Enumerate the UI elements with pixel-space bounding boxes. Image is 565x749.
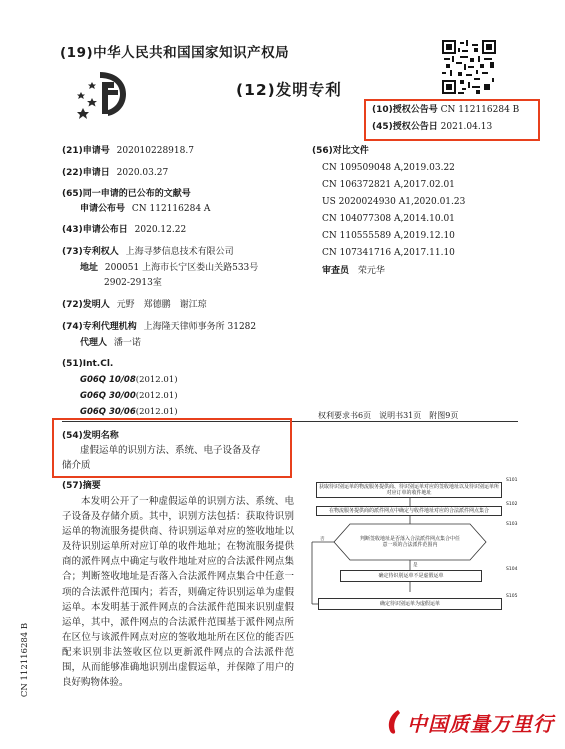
document-type-title: (12)发明专利 <box>236 81 342 99</box>
grant-date-label: (45)授权公告日 <box>372 122 438 132</box>
publication-number: CN 112116284 A <box>131 204 211 214</box>
citations-label: (56)对比文件 <box>312 146 369 156</box>
flowchart-decision <box>358 530 462 554</box>
address-line-2: 2902-2913室 <box>104 278 162 288</box>
ipc-label: (51)Int.Cl. <box>62 359 114 369</box>
agent-row <box>80 337 141 350</box>
flowchart-step-number: S102 <box>506 502 518 507</box>
watermark-logo <box>386 706 554 738</box>
application-number-row <box>62 145 194 158</box>
abstract-body <box>62 494 294 690</box>
ipc-year: (2012.01) <box>135 375 178 385</box>
citation-item: CN 109509048 A,2019.03.22 <box>322 163 455 173</box>
abstract-label: (57)摘要 <box>62 481 101 491</box>
examiner-label: 审查员 <box>322 266 350 276</box>
inventors-row <box>62 299 207 312</box>
grant-number: CN 112116284 B <box>440 105 520 115</box>
flowchart-step-text: 获取待识别运单的物流服务提供商、待识别运单对应的签收地址以及待识别运单所对应订单的收件地址 <box>319 484 500 496</box>
address-line-1: 200051 上海市长宁区娄山关路533号 <box>104 263 259 273</box>
filing-date-row <box>62 167 168 180</box>
agency-label: (74)专利代理机构 <box>62 322 137 332</box>
agent-label: 代理人 <box>80 338 108 348</box>
office-title: (19)中华人民共和国国家知识产权局 <box>60 45 290 61</box>
patentee-row <box>62 246 234 259</box>
patentee: 上海寻梦信息技术有限公司 <box>125 247 234 257</box>
invention-title-line-1: 虚假运单的识别方法、系统、电子设备及存 <box>80 445 261 456</box>
ipc-label-row <box>62 358 113 371</box>
flowchart-step-text: 确定待识别运单为虚假运单 <box>379 601 440 607</box>
citation-item: CN 107341716 A,2017.11.10 <box>322 248 455 258</box>
invention-title-label-row <box>62 430 119 443</box>
application-number-label: (21)申请号 <box>62 146 110 156</box>
side-publication-code: CN 112116284 B <box>20 622 30 698</box>
publication-date: 2020.12.22 <box>134 225 187 235</box>
citation-item: CN 106372821 A,2017.02.01 <box>322 180 455 190</box>
grant-date: 2021.04.13 <box>440 122 493 132</box>
flowchart-step <box>316 506 502 516</box>
flowchart-decision-text: 判断签收地址是否落入合法派件网点集合中任意一项的合法派件范围内 <box>359 536 460 548</box>
grant-number-row <box>372 104 519 117</box>
grant-number-label: (10)授权公告号 <box>372 105 438 115</box>
examiner: 荣元华 <box>357 266 385 276</box>
publication-date-row <box>62 224 186 237</box>
abstract-label-row <box>62 480 101 493</box>
flowchart-yes-label: 是 <box>413 563 418 568</box>
agent: 潘一诺 <box>113 338 141 348</box>
ipc-code: G06Q 30/00 <box>80 391 136 401</box>
citation-item: US 2020024930 A1,2020.01.23 <box>322 197 466 207</box>
invention-title-label: (54)发明名称 <box>62 431 119 441</box>
ipc-code: G06Q 30/06 <box>80 407 136 417</box>
flowchart-step-text: 确定待识别运单不是虚假运单 <box>378 573 444 579</box>
ipc-year: (2012.01) <box>135 391 178 401</box>
abstract-flowchart <box>300 476 530 626</box>
flowchart-step-text: 在物流服务提供商的派件网点中确定与收件地址对应的合法派件网点集合 <box>328 508 489 514</box>
invention-title-line-2: 储介质 <box>62 460 91 471</box>
page-counts: 权利要求书6页 说明书31页 附图9页 <box>318 411 459 420</box>
address-row <box>80 262 258 275</box>
abstract-text: 本发明公开了一种虚假运单的识别方法、系统、电子设备及存储介质。其中，识别方法包括：获取待识别运单的物流服务提供商、待识别运单对应的签收地址以及待识别运单所对应订单的收件地址；在物流服务提供商的派件网点中确定与收件地址对应的合法派件网点集合；判断签收地址是否落入合法派件网点集合中任意一项的合法派件范围内；若否，则确定待识别运单为虚假运单。本发明基于派件网点的合法派件范围来识别虚假运单，其中，派件网点的合法派件范围基于派件网点所在区位与该派件网点对应的签收地址所在区位的能否匹配来识别非法签收区位以更新派件网点的合法派件范围，从而能够准确地识别出虚假运单，并保障了用户的良好购物体验。 <box>62 496 294 689</box>
examiner-row <box>322 265 385 278</box>
ipc-entry <box>80 374 178 387</box>
prior-publication-label: (65)同一申请的已公布的文献号 <box>62 189 191 199</box>
agency: 上海隆天律师事务所 31282 <box>143 322 257 332</box>
flowchart-step <box>316 482 502 498</box>
watermark-text: 中国质量万里行 <box>407 711 554 736</box>
citation-item: CN 104077308 A,2014.10.01 <box>322 214 455 224</box>
flowchart-step-number: S105 <box>506 594 518 599</box>
flowchart-step-number: S104 <box>506 567 518 572</box>
address-row-2 <box>104 277 162 290</box>
ipc-code: G06Q 10/08 <box>80 375 136 385</box>
flowchart-step-number: S101 <box>506 478 518 483</box>
filing-date-label: (22)申请日 <box>62 168 110 178</box>
grant-date-row <box>372 121 492 134</box>
citation-item: CN 110555589 A,2019.12.10 <box>322 231 455 241</box>
publication-number-label: 申请公布号 <box>80 204 126 214</box>
inventors-label: (72)发明人 <box>62 300 110 310</box>
ipc-entry <box>80 390 178 403</box>
watermark-swoosh-icon <box>386 709 404 735</box>
flowchart-step <box>318 598 502 610</box>
qr-code <box>442 40 496 94</box>
flowchart-step <box>340 570 482 582</box>
prior-publication-row <box>62 188 191 201</box>
publication-number-row <box>80 203 210 216</box>
patentee-label: (73)专利权人 <box>62 247 119 257</box>
cnipa-logo <box>74 68 132 120</box>
agency-row <box>62 321 256 334</box>
flowchart-no-label: 否 <box>320 537 325 542</box>
flowchart-step-number: S103 <box>506 522 518 527</box>
citations-label-row <box>312 145 369 158</box>
publication-date-label: (43)申请公布日 <box>62 225 128 235</box>
filing-date: 2020.03.27 <box>116 168 169 178</box>
ipc-year: (2012.01) <box>135 407 178 417</box>
address-label: 地址 <box>80 263 99 273</box>
application-number: 202010228918.7 <box>116 146 194 156</box>
inventors: 元野 郑德鹏 谢江琼 <box>116 300 207 310</box>
